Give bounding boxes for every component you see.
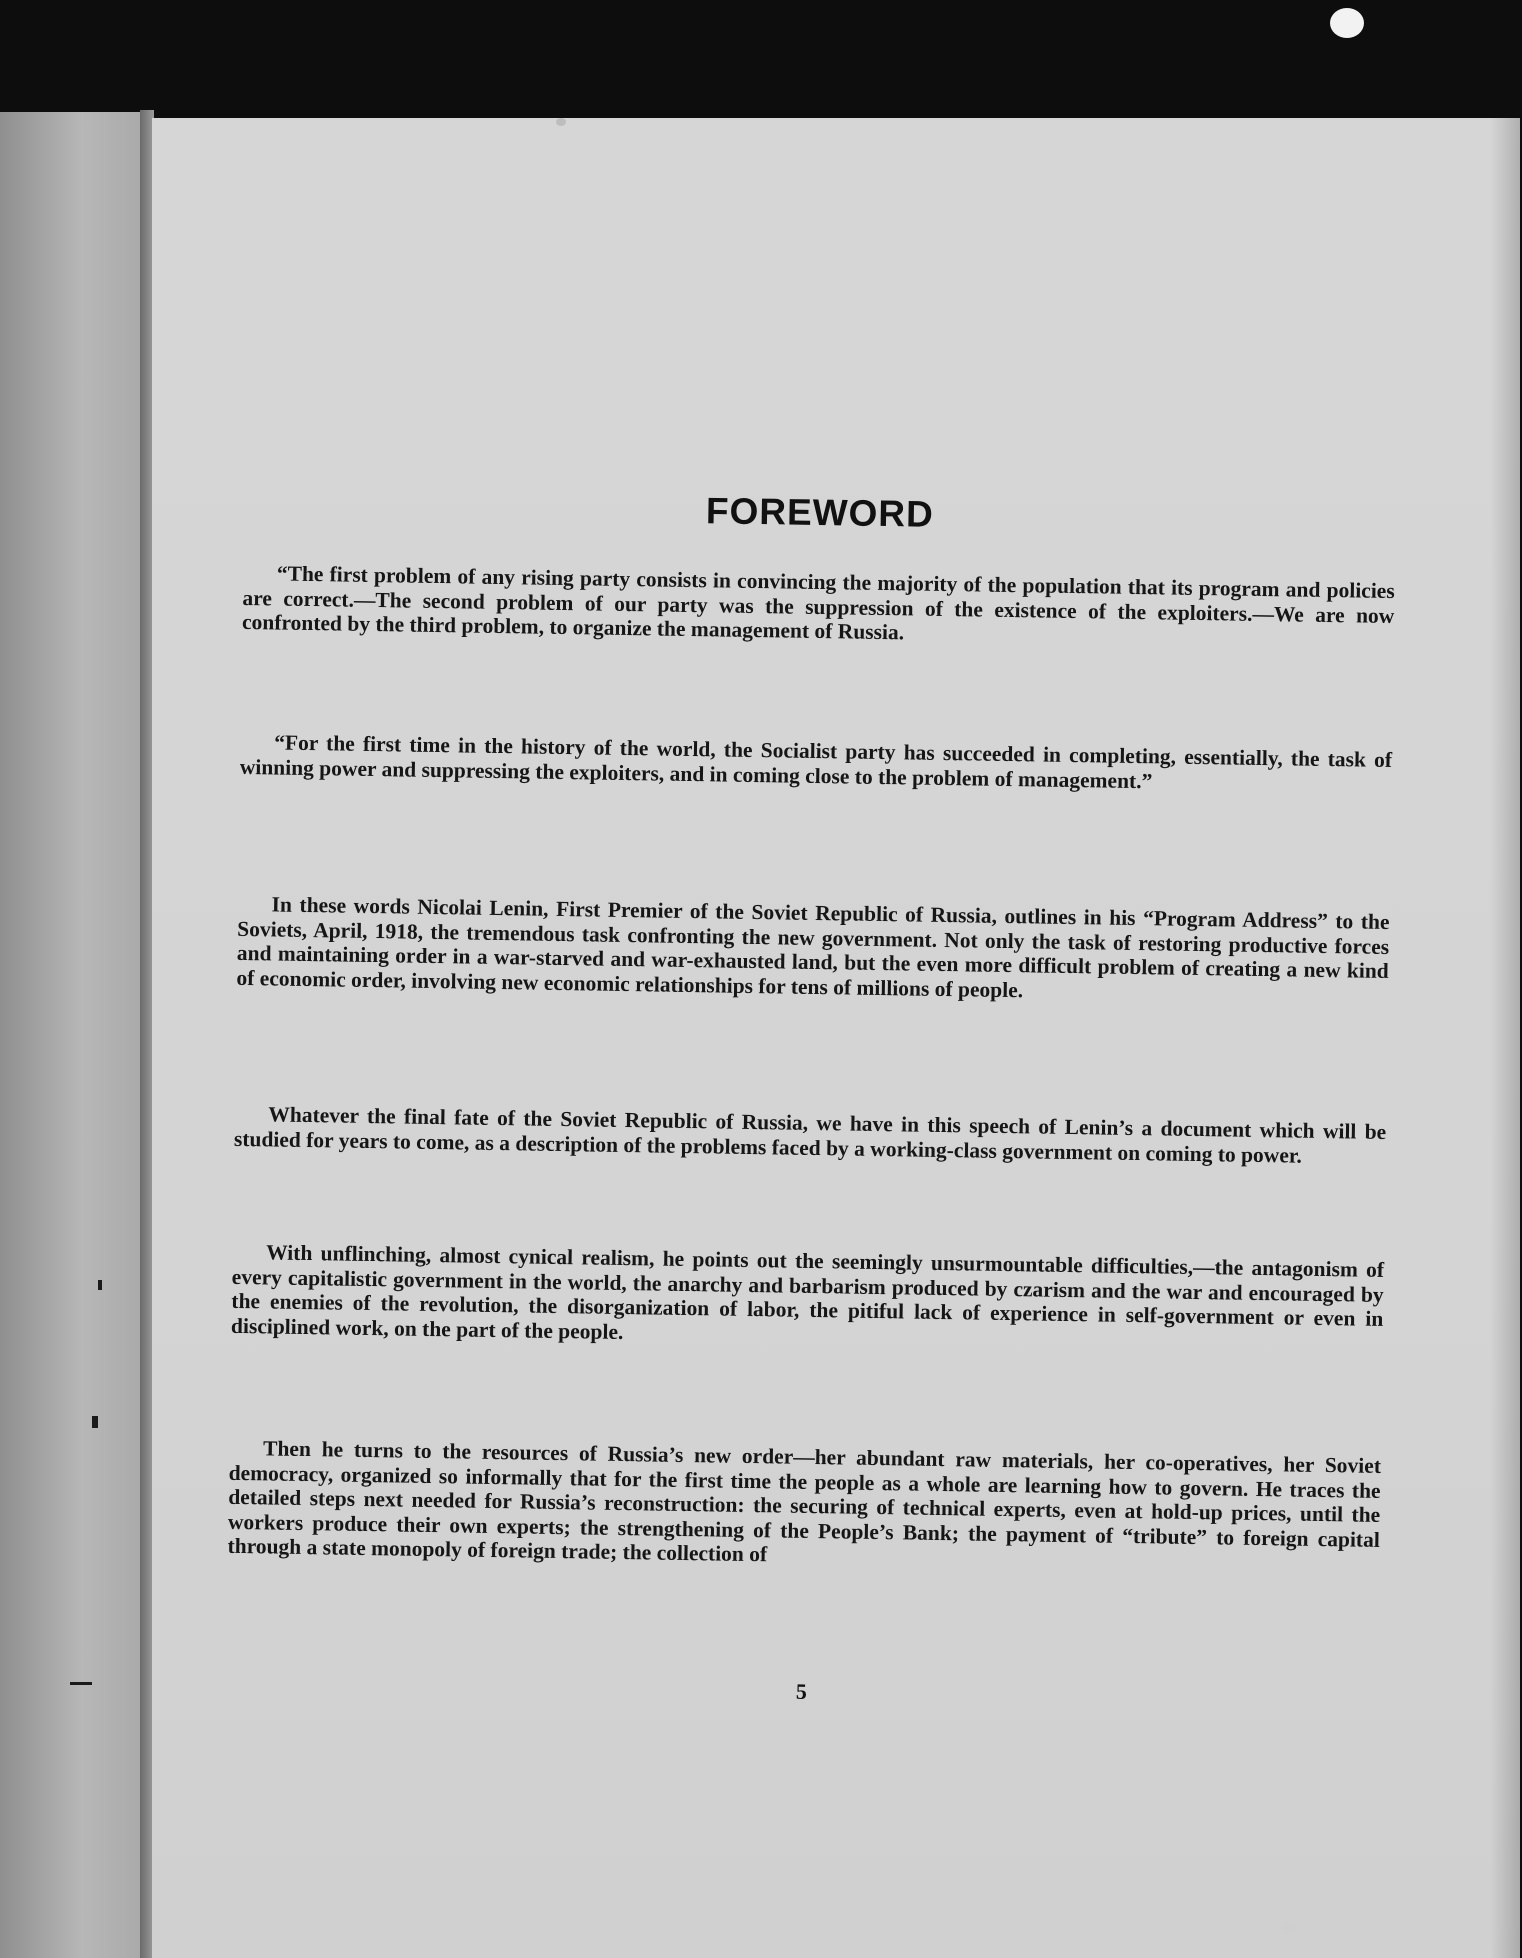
page-shadow	[1490, 118, 1520, 1958]
scan-speck	[556, 118, 566, 126]
page-title: FOREWORD	[705, 490, 935, 535]
facing-page-edge	[0, 112, 150, 1958]
page-number: 5	[795, 1678, 808, 1704]
page-text-block	[227, 118, 1402, 1704]
scan-speck	[1282, 1922, 1296, 1932]
body-paragraph-2: Whatever the final fate of the Soviet Republic of Russia, we have in this speech of Lenin’s a document which will be studied for years to come, as a description of the problems faced by a working-class government on coming to power.	[233, 1102, 1387, 1168]
quote-paragraph-2: “For the first time in the history of the world, the Socialist party has succeeded in completing, essentially, the task of winning power and suppressing the exploiters, and in coming close to the problem of management.”	[239, 730, 1393, 793]
scan-speck	[1330, 8, 1364, 38]
body-paragraph-4: Then he turns to the resources of Russia’s new order—her abundant raw materials, her co-operatives, her Soviet democracy, organized so informally that for the first time the people as a whole are learning how to govern. He traces the detailed steps next needed for Russia’s reconstruction: the securing of technical experts, even at hold-up prices, until the workers produce their own experts; the strengthening of the People’s Bank; the payment of “tribute” to foreign capital through a state monopoly of foreign trade; the collection of	[227, 1436, 1382, 1567]
book-page	[152, 118, 1520, 1958]
body-paragraph-3: With unflinching, almost cynical realism, he points out the seemingly unsurmountable difficulties,—the antagonism of every capitalistic government in the world, the anarchy and barbarism produced by czarism and the war and encouraged by the enemies of the revolution, the disorganization of labor, the pitiful lack of experience in self-government or even in disciplined work, on the part of the people.	[230, 1240, 1385, 1344]
body-paragraph-1: In these words Nicolai Lenin, First Premier of the Soviet Republic of Russia, outlines in his “Program Address” to the Soviets, April, 1918, the tremendous task confronting the new government. Not only the task of restoring productive forces and maintaining order in a war-starved and war-exhausted land, but the even more difficult problem of creating a new kind of economic order, involving new economic relationships for tens of millions of people.	[236, 892, 1390, 1002]
quote-paragraph-1: “The first problem of any rising party consists in convincing the majority of the population that its program and policies are correct.—The second problem of our party was the suppression of the existence of the exploiters.—We are now confronted by the third problem, to organize the management of Russia.	[241, 561, 1395, 645]
